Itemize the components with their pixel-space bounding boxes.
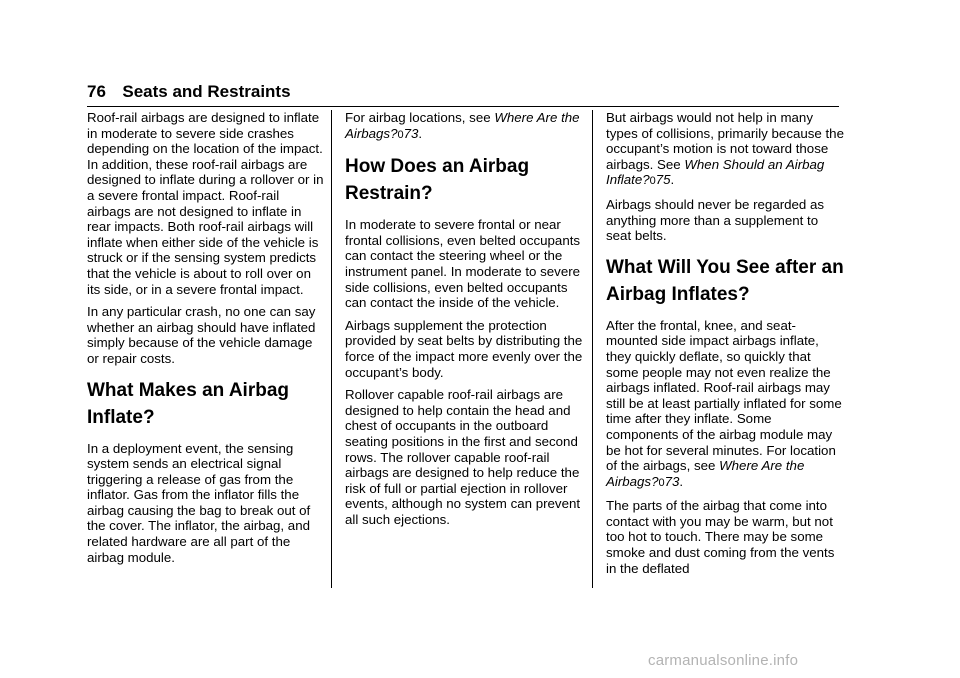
paragraph-end: .	[679, 473, 684, 489]
page-header	[87, 82, 839, 107]
page-ref-icon: 0	[649, 175, 656, 188]
column-2	[345, 110, 583, 534]
paragraph-end: .	[418, 125, 423, 141]
page-ref-number: 73	[403, 125, 419, 141]
paragraph-text: After the frontal, knee, and seat-mounted side impact airbags inflate, they quickly deflate, so quickly that some people may not even realize the airbags inflated. Roof-rail airbags may still be at least partially inflated for some time after they inflate. Some components of the airbag module may be hot for several minutes. For location of the airbags, see	[606, 317, 842, 474]
paragraph: Airbags supplement the protection provided by seat belts by distributing the force of the impact more evenly over the occupant’s body.	[345, 317, 583, 380]
paragraph-text: For airbag locations, see	[345, 110, 495, 125]
paragraph: In a deployment event, the sensing system sends an electrical signal triggering a release of gas from the inflator. Gas from the inflator fills the airbag causing the bag to break out of the cover. The inflator, the airbag, and related hardware are all part of the airbag module.	[87, 440, 311, 565]
paragraph	[606, 318, 844, 492]
page-number: 76	[87, 82, 106, 101]
page-ref-icon: 0	[658, 476, 665, 489]
column-divider	[592, 110, 593, 588]
paragraph	[606, 110, 844, 190]
paragraph: In moderate to severe frontal or near frontal collisions, even belted occupants can contact the steering wheel or the instrument panel. In moderate to severe side collisions, even belted occupants can contact the inside of the vehicle.	[345, 217, 581, 311]
cross-reference-link[interactable]: Where Are the Airbags?	[606, 458, 805, 489]
paragraph: The parts of the airbag that come into contact with you may be warm, but not too hot to touch. There may be some smoke and dust coming from the vents in the deflated	[606, 498, 835, 576]
page-ref-number: 75	[655, 172, 671, 188]
heading: What Makes an Airbag Inflate?	[87, 379, 290, 428]
paragraph-end: .	[670, 172, 675, 188]
paragraph: Airbags should never be regarded as anything more than a supplement to seat belts.	[606, 196, 825, 244]
cross-reference-link[interactable]: Where Are the Airbags?	[345, 110, 580, 141]
heading: What Will You See after an Airbag Inflates?	[606, 256, 844, 305]
cross-reference-link[interactable]: When Should an Airbag Inflate?	[606, 156, 825, 188]
paragraph: Rollover capable roof-rail airbags are designed to help contain the head and chest of occupants in the outboard seating positions in the first and second rows. The rollover capable roof-rail airbags are designed to help reduce the risk of full or partial ejection in rollover events, although no system can prevent all such ejections.	[345, 387, 581, 527]
column-3	[606, 110, 844, 583]
paragraph: In any particular crash, no one can say whether an airbag should have inflated simply because of the vehicle damage or repair costs.	[87, 304, 316, 366]
page-ref-number: 73	[664, 473, 680, 489]
page-ref-icon: 0	[397, 128, 404, 141]
heading: How Does an Airbag Restrain?	[345, 156, 530, 205]
column-1	[87, 110, 325, 572]
paragraph-text: But airbags would not help in many types of collisions, primarily because the occupant’s motion is not toward those airbags. See	[606, 110, 844, 172]
watermark: carmanualsonline.info	[648, 652, 799, 669]
column-divider	[331, 110, 332, 588]
section-title: Seats and Restraints	[122, 82, 291, 101]
paragraph: Roof-rail airbags are designed to inflate in moderate to severe side crashes depending on the location of the impact. In addition, these roof-rail airbags are designed to inflate during a rollover or in a severe frontal impact. Roof-rail airbags are not designed to inflate in rear impacts. Both roof-rail airbags will inflate when either side of the vehicle is struck or if the sensing system predicts that the vehicle is about to roll over on its side, or in a severe frontal impact.	[87, 110, 324, 297]
paragraph	[345, 110, 583, 143]
